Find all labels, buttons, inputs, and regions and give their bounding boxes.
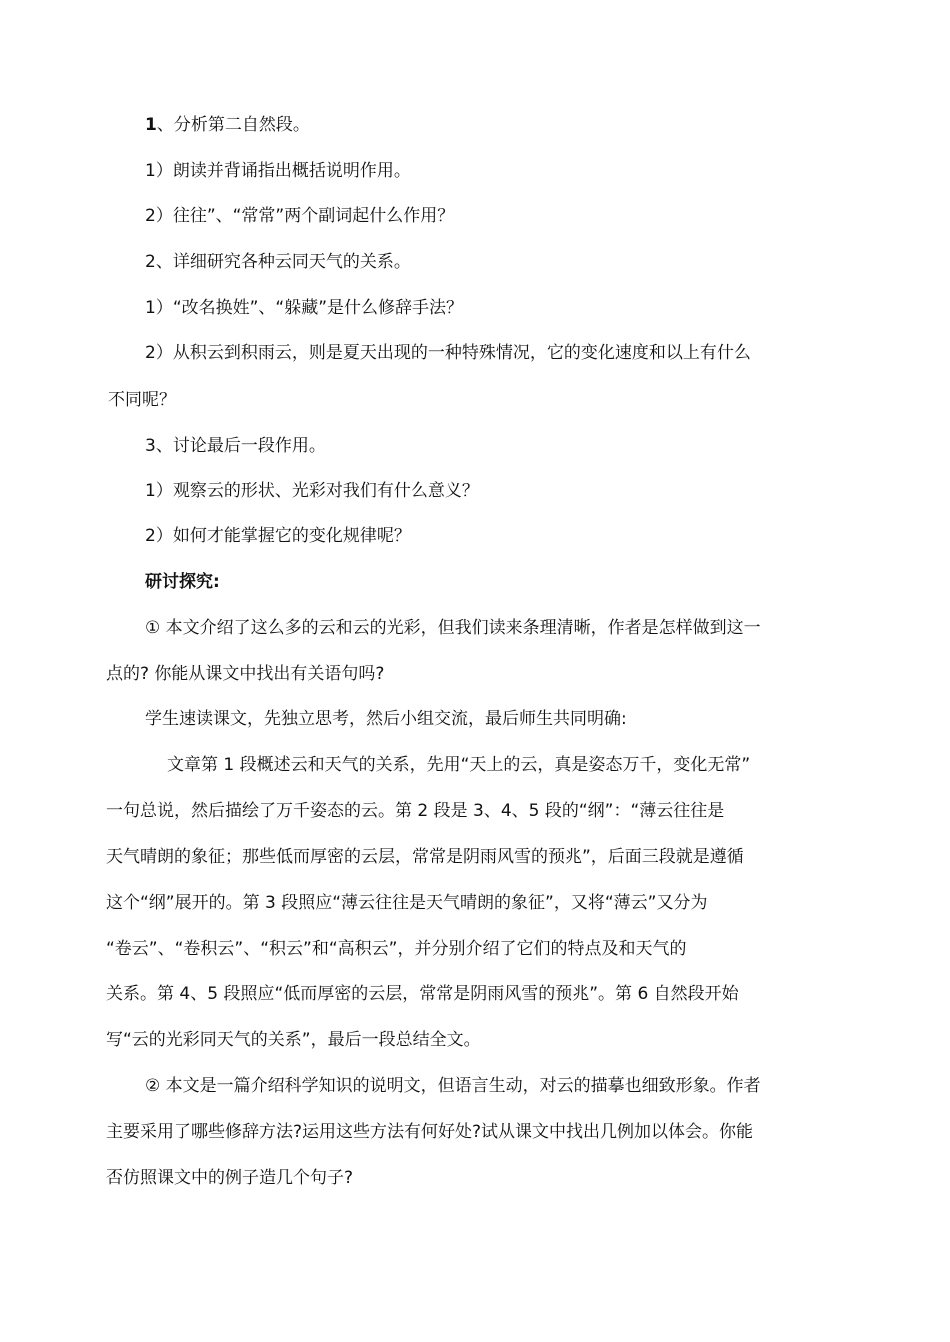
section-1-number: 1 [145, 115, 157, 135]
answer-line-6: 关系。第 4、5 段照应“低而厚密的云层，常常是阴雨风雪的预兆”。第 6 自然段开始 [106, 984, 739, 1004]
answer-line-1: 文章第 1 段概述云和天气的关系，先用“天上的云，真是姿态万千，变化无常” [167, 755, 751, 775]
answer-line-3: 天气晴朗的象征；那些低而厚密的云层，常常是阴雨风雪的预兆”，后面三段就是遵循 [106, 847, 744, 867]
section-3-question-1: 1）观察云的形状、光彩对我们有什么意义？ [145, 481, 479, 501]
section-3-heading: 3、讨论最后一段作用。 [145, 436, 326, 456]
answer-line-5: “卷云”、“卷积云”、“积云”和“高积云”，并分别介绍了它们的特点及和天气的 [106, 939, 687, 959]
section-1-heading [145, 114, 310, 136]
section-1-question-2: 2）往往”、“常常”两个副词起什么作用？ [145, 206, 455, 226]
inquiry-item-1-line-1: ① 本文介绍了这么多的云和云的光彩，但我们读来条理清晰，作者是怎样做到这一 [145, 618, 761, 638]
section-2-question-2-line-1: 2）从积云到积雨云，则是夏天出现的一种特殊情况，它的变化速度和以上有什么 [145, 343, 751, 363]
section-1-question-1: 1）朗读并背诵指出概括说明作用。 [145, 161, 411, 181]
section-3-question-2: 2）如何才能掌握它的变化规律呢？ [145, 526, 411, 546]
section-2-question-2-line-2: 不同呢？ [108, 390, 176, 410]
answer-line-7: 写“云的光彩同天气的关系”，最后一段总结全文。 [106, 1030, 481, 1050]
section-1-title: 、分析第二自然段。 [156, 115, 310, 135]
answer-line-2: 一句总说，然后描绘了万千姿态的云。第 2 段是 3、4、5 段的“纲”：“薄云往往是 [106, 801, 725, 821]
inquiry-method: 学生速读课文，先独立思考，然后小组交流，最后师生共同明确: [145, 709, 627, 729]
inquiry-item-1-line-2: 点的? 你能从课文中找出有关语句吗? [106, 664, 385, 684]
inquiry-heading: 研讨探究: [145, 572, 220, 592]
inquiry-item-2-line-1: ② 本文是一篇介绍科学知识的说明文，但语言生动，对云的描摹也细致形象。作者 [145, 1076, 761, 1096]
section-2-question-1: 1）“改名换姓”、“躲藏”是什么修辞手法？ [145, 298, 464, 318]
section-2-heading: 2、详细研究各种云同天气的关系。 [145, 252, 411, 272]
answer-line-4: 这个“纲”展开的。第 3 段照应“薄云往往是天气晴朗的象征”，又将“薄云”又分为 [106, 893, 708, 913]
inquiry-item-2-line-3: 否仿照课文中的例子造几个句子? [106, 1168, 354, 1188]
inquiry-item-2-line-2: 主要采用了哪些修辞方法?运用这些方法有何好处?试从课文中找出几例加以体会。你能 [106, 1122, 754, 1142]
